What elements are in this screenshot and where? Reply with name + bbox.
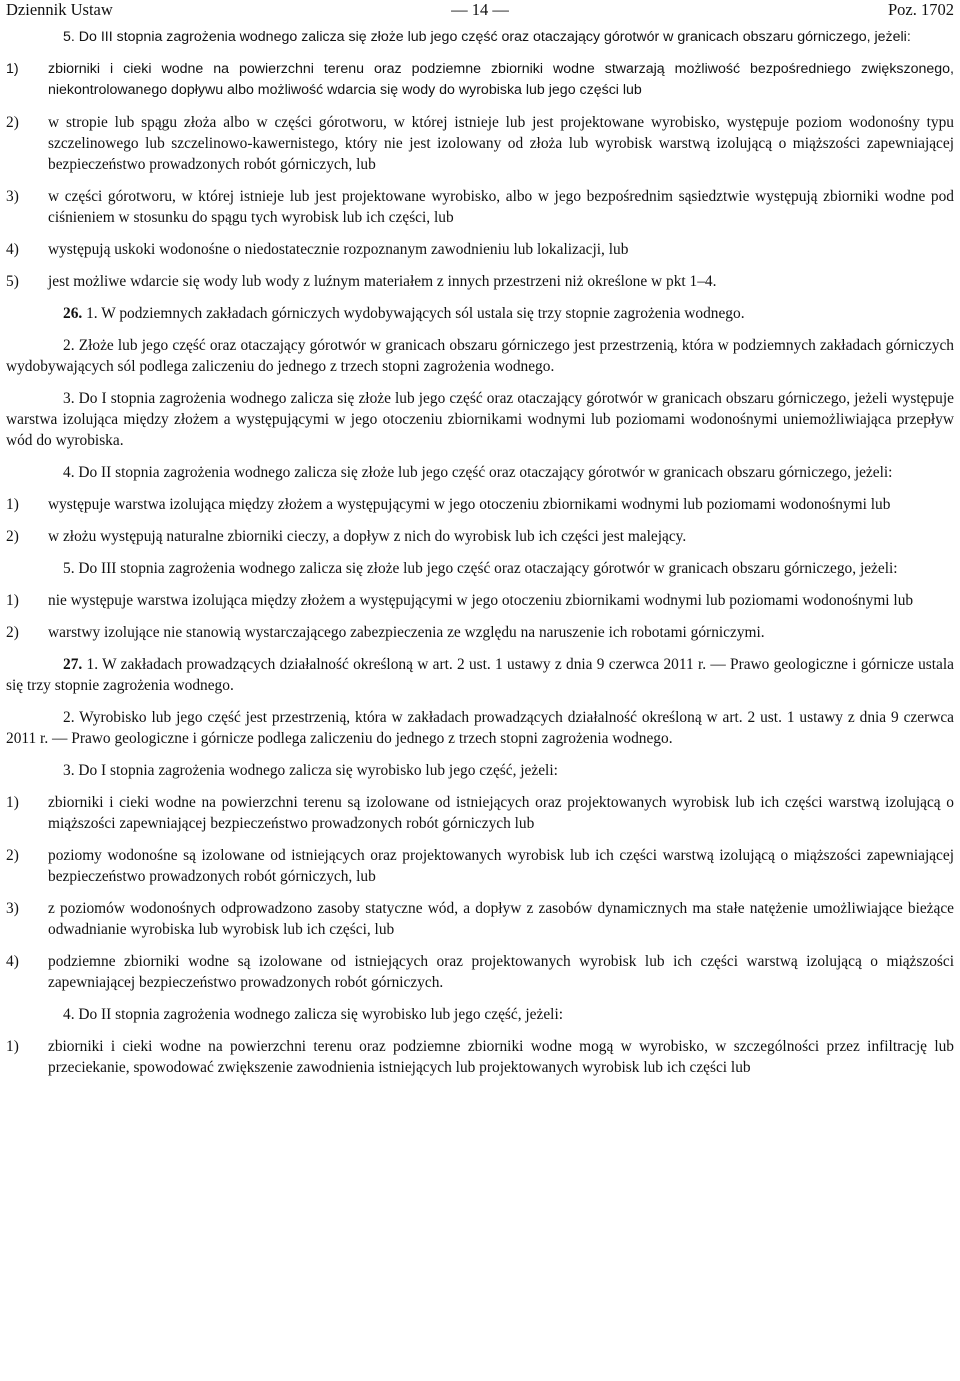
list-item-text: w części górotworu, w której istnieje lub jest projektowane wyrobisko, albo w jego bezpośrednim sąsiedztwie występują zbiorniki wodne pod ciśnieniem w stosunku do spągu tych wyrobisk lub ich części, lub: [48, 188, 954, 226]
list-item-number: 3): [6, 188, 19, 205]
list-item-number: 3): [6, 900, 19, 917]
journal-title: Dziennik Ustaw: [6, 0, 113, 19]
s27-p3-list-item: [6, 792, 954, 834]
s26-paragraph-3: 3. Do I stopnia zagrożenia wodnego zalicza się złoże lub jego część oraz otaczający górotwór w granicach obszaru górniczego, jeżeli występuje warstwa izolująca między złożem a występującymi w jego otoczeniu zbiornikami wodnymi lub poziomami wodonośnymi uniemożliwiająca przepływ wód do wyrobiska.: [6, 390, 954, 449]
list-item-number: 2): [6, 624, 19, 641]
section-26-label: 26.: [63, 305, 83, 322]
list-item-text: nie występuje warstwa izolująca między złożem a występującymi w jego otoczeniu zbiornikami wodnymi lub poziomami wodonośnymi lub: [48, 592, 914, 609]
position-number: Poz. 1702: [888, 0, 954, 19]
s27-p3-list-item: [6, 951, 954, 993]
list-item-number: 1): [6, 794, 19, 811]
list-item-number: 5): [6, 273, 19, 290]
s26-paragraph-5: 5. Do III stopnia zagrożenia wodnego zalicza się złoże lub jego część oraz otaczający górotwór w granicach obszaru górniczego, jeżeli:: [63, 560, 898, 577]
s25-paragraph-5: 5. Do III stopnia zagrożenia wodnego zalicza się złoże lub jego część oraz otaczający górotwór w granicach obszaru górniczego, jeżeli:: [63, 29, 911, 45]
s27-p4-list-item: [6, 1036, 954, 1078]
s26-paragraph-2: 2. Złoże lub jego część oraz otaczający górotwór w granicach obszaru górniczego jest przestrzenią, która w podziemnych zakładach górniczych wydobywających sól podlega zaliczeniu do jednego z trzech stopni zagrożenia wodnego.: [6, 337, 954, 375]
s25-list-item: [6, 59, 954, 101]
s25-list-item: [6, 271, 954, 292]
s26-paragraph-1-text: 1. W podziemnych zakładach górniczych wydobywających sól ustala się trzy stopnie zagrożenia wodnego.: [86, 305, 745, 322]
s27-p3-list-item: [6, 845, 954, 887]
list-item-number: 1): [6, 1038, 19, 1055]
s25-list-item: [6, 112, 954, 175]
list-item-text: w stropie lub spągu złoża albo w części górotworu, w której istnieje lub jest projektowane wyrobisko, występuje poziom wodonośny typu szczelinowego lub szczelinowo-kawernistego, który nie jest izolowany od złoża lub wyrobisk warstwą izolującą o miąższości zapewniającej bezpieczeństwo prowadzonych robót górniczych, lub: [48, 114, 954, 173]
list-item-text: zbiorniki i cieki wodne na powierzchni terenu oraz podziemne zbiorniki wodne mogą w wyrobisko, w szczególności przez infiltrację lub przeciekanie, spowodować zwiększenie zawodnienia istniejących lub projektowanych wyrobisk lub ich części lub: [48, 1038, 954, 1076]
list-item-text: w złożu występują naturalne zbiorniki cieczy, a dopływ z nich do wyrobisk lub ich części jest malejący.: [48, 528, 687, 545]
s27-paragraph-2: 2. Wyrobisko lub jego część jest przestrzenią, która w zakładach prowadzących działalność określoną w art. 2 ust. 1 ustawy z dnia 9 czerwca 2011 r. — Prawo geologiczne i górnicze podlega zaliczeniu do jednego z trzech stopni zagrożenia wodnego.: [6, 709, 954, 747]
s26-p4-list-item: [6, 494, 954, 515]
s27-p3-list-item: [6, 898, 954, 940]
s27-paragraph-1: [6, 654, 954, 696]
s26-paragraph-1: [6, 303, 954, 324]
s25-list-item: [6, 186, 954, 228]
list-item-number: 2): [6, 528, 19, 545]
s26-paragraph-4: 4. Do II stopnia zagrożenia wodnego zalicza się złoże lub jego część oraz otaczający górotwór w granicach obszaru górniczego, jeżeli:: [63, 464, 893, 481]
list-item-text: występują uskoki wodonośne o niedostatecznie rozpoznanym zawodnieniu lub lokalizacji, lub: [48, 241, 629, 258]
list-item-number: 1): [6, 61, 19, 77]
list-item-number: 1): [6, 496, 19, 513]
list-item-number: 2): [6, 847, 19, 864]
list-item-text: z poziomów wodonośnych odprowadzono zasoby statyczne wód, a dopływ z zasobów dynamicznych ma stałe natężenie umożliwiające bieżące odwadnianie wyrobiska lub wyrobisk lub ich części, lub: [48, 900, 954, 938]
list-item-text: warstwy izolujące nie stanowią wystarczającego zabezpieczenia ze względu na naruszenie ich robotami górniczymi.: [48, 624, 765, 641]
list-item-text: zbiorniki i cieki wodne na powierzchni terenu oraz podziemne zbiorniki wodne stwarzają możliwość bezpośredniego zwiększonego, niekontrolowanego dopływu albo możliwość wdarcia się wody do wyrobiska lub jego części lub: [48, 61, 954, 98]
document-body: [6, 27, 954, 1089]
s26-p4-list-item: [6, 526, 954, 547]
page-header: [6, 0, 954, 24]
list-item-number: 2): [6, 114, 19, 131]
s27-paragraph-1-text: 1. W zakładach prowadzących działalność określoną w art. 2 ust. 1 ustawy z dnia 9 czerwca 2011 r. — Prawo geologiczne i górnicze ustala się trzy stopnie zagrożenia wodnego.: [6, 656, 954, 694]
s27-paragraph-3: 3. Do I stopnia zagrożenia wodnego zalicza się wyrobisko lub jego część, jeżeli:: [63, 762, 558, 779]
s26-p5-list-item: [6, 590, 954, 611]
s25-list-item: [6, 239, 954, 260]
list-item-number: 4): [6, 241, 19, 258]
s26-p5-list-item: [6, 622, 954, 643]
list-item-text: występuje warstwa izolująca między złożem a występującymi w jego otoczeniu zbiornikami wodnymi lub poziomami wodonośnymi lub: [48, 496, 891, 513]
list-item-text: zbiorniki i cieki wodne na powierzchni terenu są izolowane od istniejących oraz projektowanych wyrobisk lub ich części warstwą izolującą o miąższości zapewniającej bezpieczeństwo prowadzonych robót górniczych lub: [48, 794, 954, 832]
list-item-number: 1): [6, 592, 19, 609]
s27-paragraph-4: 4. Do II stopnia zagrożenia wodnego zalicza się wyrobisko lub jego część, jeżeli:: [63, 1006, 564, 1023]
list-item-text: poziomy wodonośne są izolowane od istniejących oraz projektowanych wyrobisk lub ich części warstwą izolującą o miąższości zapewniającej bezpieczeństwo prowadzonych robót górniczych, lub: [48, 847, 954, 885]
list-item-number: 4): [6, 953, 19, 970]
page-number: — 14 —: [451, 0, 509, 19]
list-item-text: podziemne zbiorniki wodne są izolowane od istniejących oraz projektowanych wyrobisk lub ich części warstwą izolującą o miąższości zapewniającej bezpieczeństwo prowadzonych robót górniczych.: [48, 953, 954, 991]
list-item-text: jest możliwe wdarcie się wody lub wody z luźnym materiałem z innych przestrzeni niż określone w pkt 1–4.: [48, 273, 717, 290]
section-27-label: 27.: [63, 656, 83, 673]
